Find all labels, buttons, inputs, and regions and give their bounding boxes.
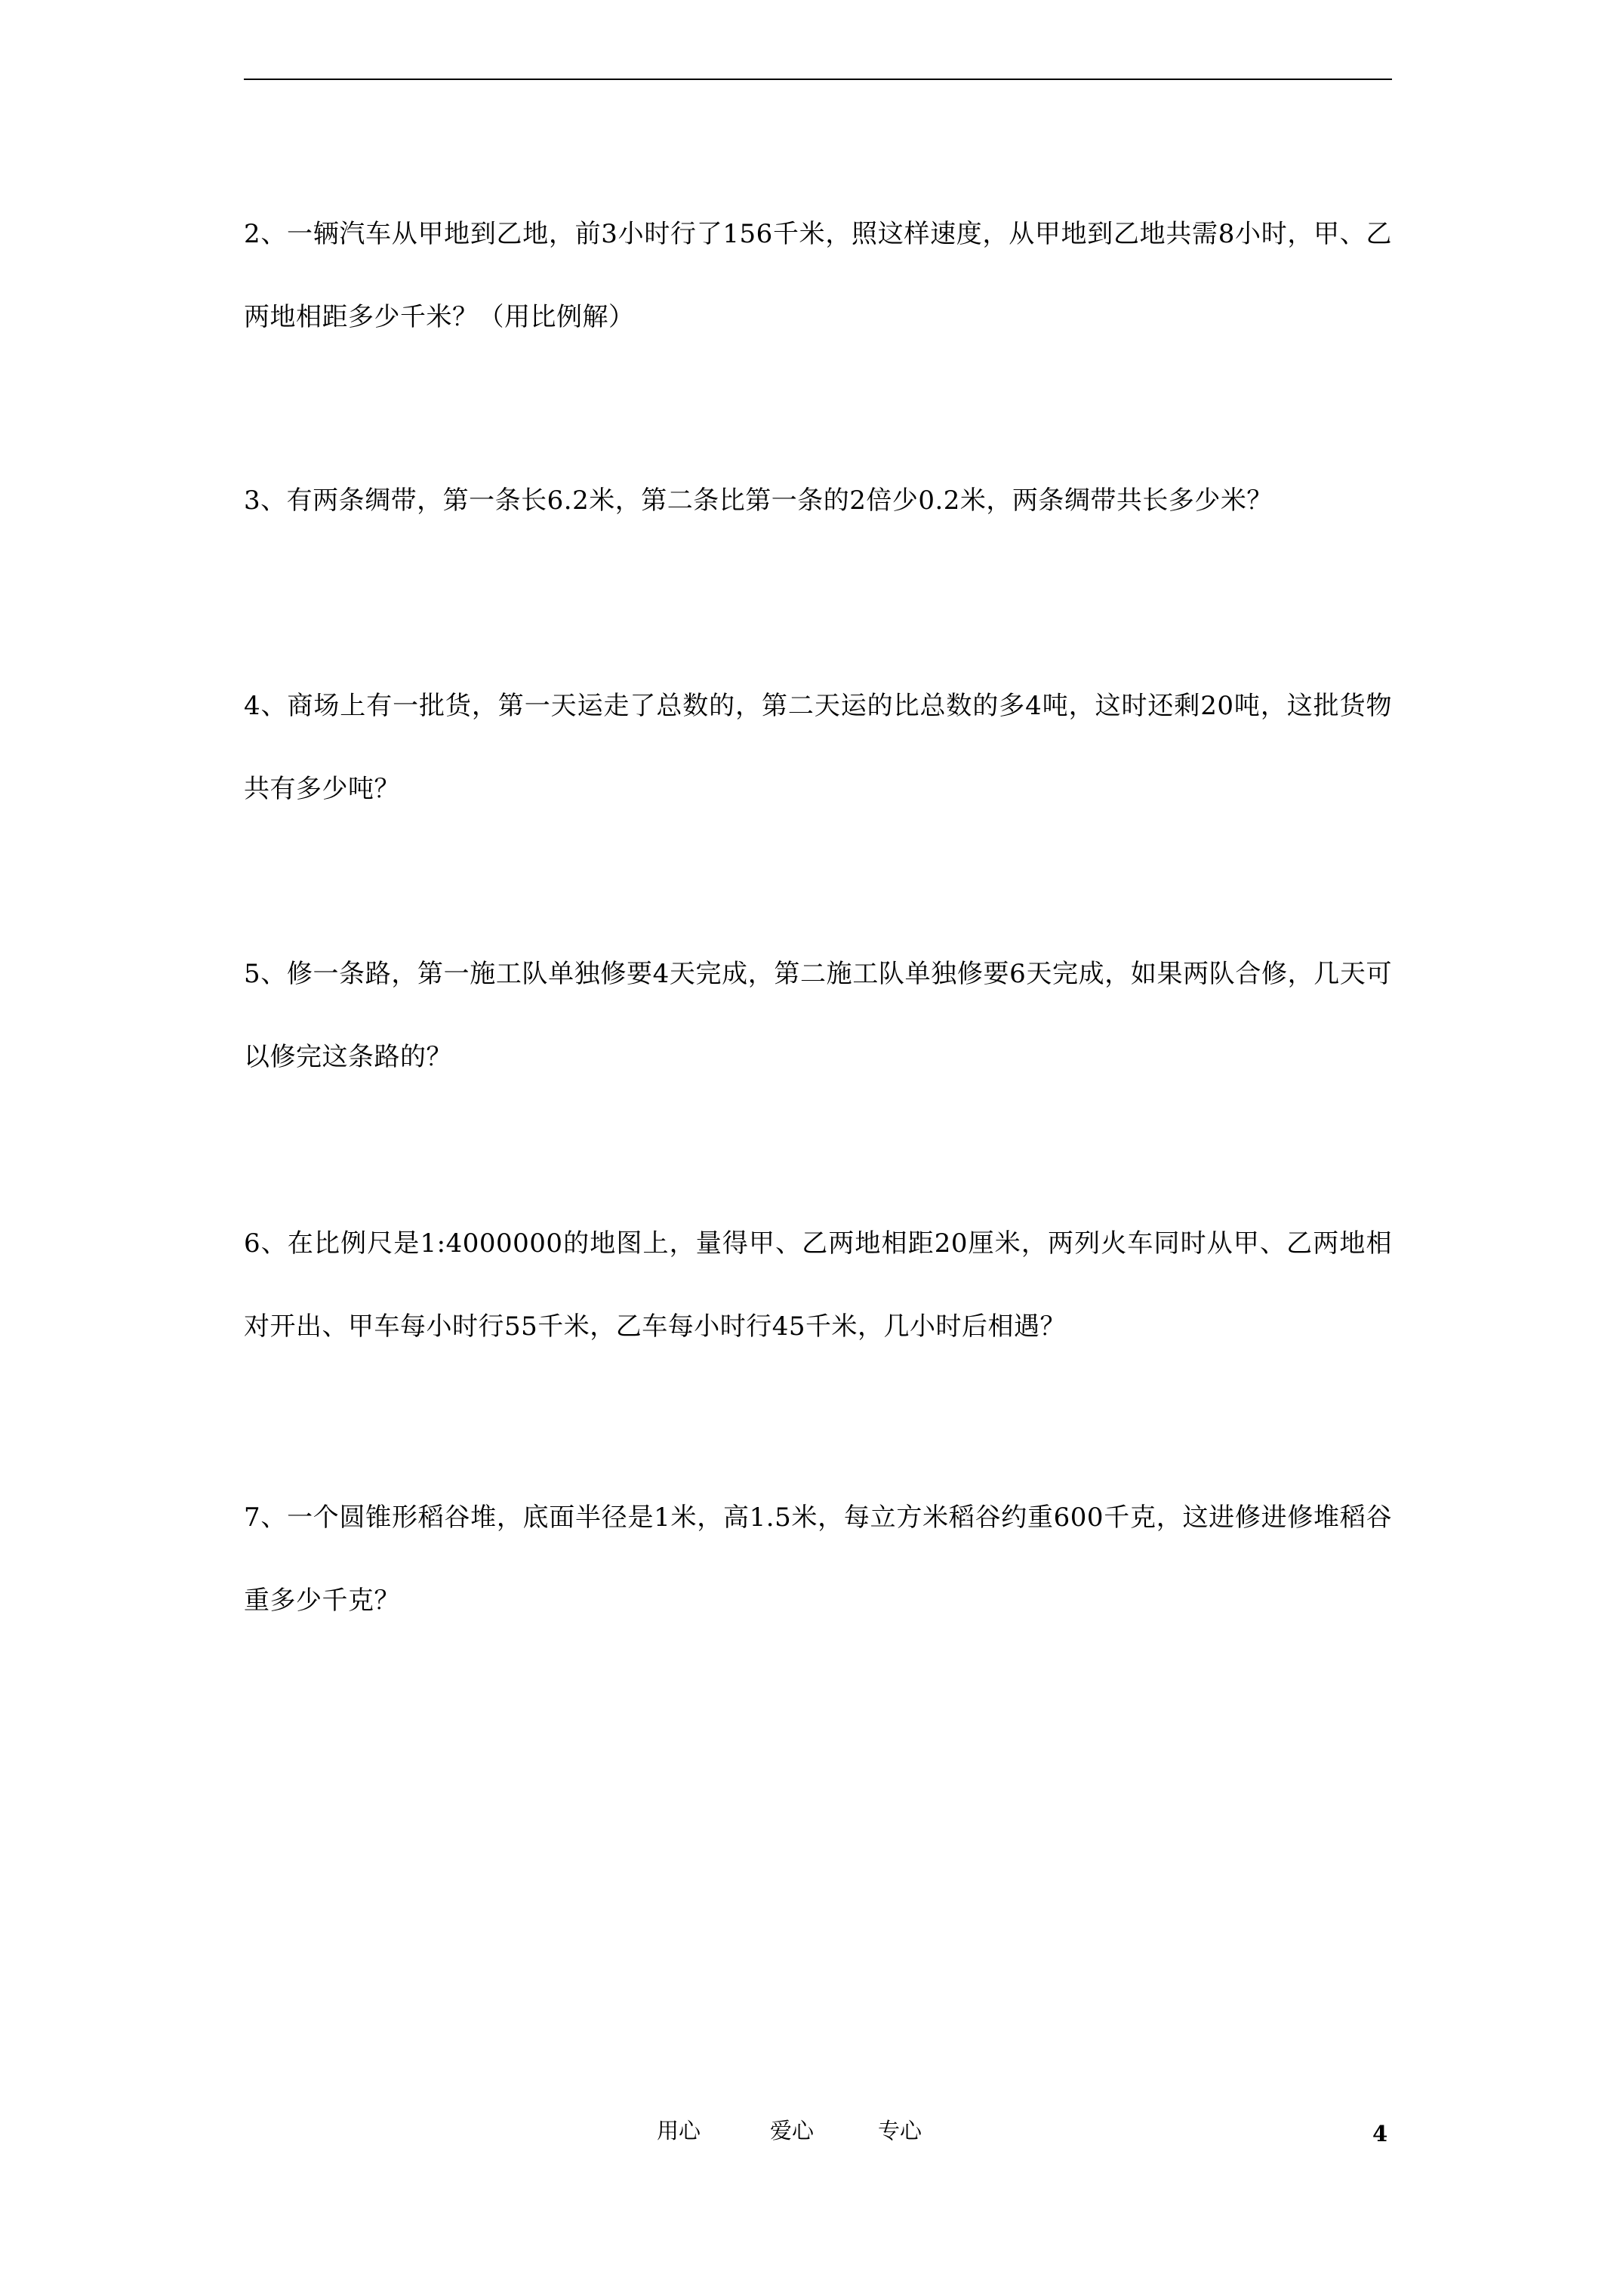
problem-5: 5、修一条路，第一施工队单独修要4天完成，第二施工队单独修要6天完成，如果两队合修，几天可以修完这条路的？ [244, 959, 1392, 1072]
page-number: 4 [1372, 2121, 1388, 2147]
footer-motto-1: 用心 [657, 2118, 701, 2143]
footer-motto-2: 爱心 [770, 2118, 815, 2143]
problem-3: 3、有两条绸带，第一条长6.2米，第二条比第一条的2倍少0.2米，两条绸带共长多少米？ [244, 485, 1273, 516]
footer-motto-3: 专心 [878, 2118, 922, 2143]
problem-6: 6、在比例尺是1:4000000的地图上，量得甲、乙两地相距20厘米，两列火车同时从甲、乙两地相对开出、甲车每小时行55千米，乙车每小时行45千米，几小时后相遇？ [244, 1228, 1392, 1342]
problem-2: 2、一辆汽车从甲地到乙地，前3小时行了156千米，照这样速度，从甲地到乙地共需8小时，甲、乙两地相距多少千米？（用比例解） [244, 219, 1392, 332]
problem-7: 7、一个圆锥形稻谷堆，底面半径是1米，高1.5米，每立方米稻谷约重600千克，这进修进修堆稻谷重多少千克？ [244, 1502, 1392, 1616]
problem-4: 4、商场上有一批货，第一天运走了总数的，第二天运的比总数的多4吨，这时还剩20吨，这批货物共有多少吨？ [244, 691, 1392, 804]
header-rule [244, 79, 1392, 80]
